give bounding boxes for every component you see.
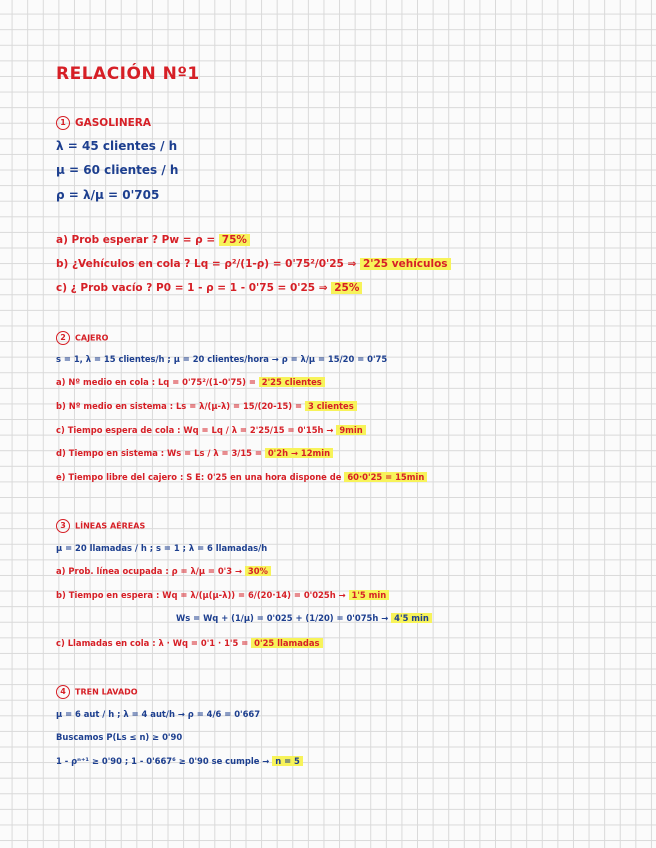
section-4-title: TREN LAVADO	[75, 687, 138, 697]
s1-a-result: 75%	[219, 234, 250, 246]
s3-b-result: 1'5 min	[349, 590, 390, 600]
s1-b-text: b) ¿Vehículos en cola ? Lq = ρ²/(1-ρ) = 0'75²/0'25 ⇒	[56, 258, 360, 270]
section-4-heading	[56, 685, 138, 699]
s3-c-text: c) Llamadas en cola : λ · Wq = 0'1 · 1'5 =	[56, 638, 252, 648]
s2-e-text: e) Tiempo libre del cajero : S E: 0'25 en una hora dispone de	[56, 472, 345, 482]
s1-b-result: 2'25 vehículos	[360, 258, 451, 270]
s2-a-result: 2'25 clientes	[259, 377, 325, 387]
s3-c-result: 0'25 llamadas	[251, 638, 322, 648]
s2-b	[56, 402, 357, 410]
section-3-number: 3	[56, 519, 70, 533]
section-1-heading	[56, 116, 151, 130]
section-3-title: LÍNEAS AÉREAS	[75, 521, 146, 531]
s4-result-text: 1 - ρⁿ⁺¹ ≥ 0'90 ; 1 - 0'667⁶ ≥ 0'90 se cumple →	[56, 756, 273, 766]
s4-givens: μ = 6 aut / h ; λ = 4 aut/h → ρ = 4/6 = 0'667	[56, 709, 261, 719]
s1-b	[56, 259, 451, 270]
s2-c-result: 9min	[336, 425, 365, 435]
section-1-title: GASOLINERA	[75, 117, 152, 129]
section-2-number: 2	[56, 331, 70, 345]
s3-b	[56, 591, 389, 599]
s1-rho: ρ = λ/μ = 0'705	[56, 188, 160, 202]
s3-b2-result: 4'5 min	[391, 613, 432, 623]
s2-a-text: a) Nº medio en cola : Lq = 0'75²/(1-0'75) =	[56, 377, 259, 387]
s2-b-text: b) Nº medio en sistema : Ls = λ/(μ-λ) = 15/(20-15) =	[56, 401, 305, 411]
s1-mu: μ = 60 clientes / h	[56, 163, 179, 177]
s3-c	[56, 639, 323, 647]
s2-givens: s = 1, λ = 15 clientes/h ; μ = 20 clientes/hora → ρ = λ/μ = 15/20 = 0'75	[56, 354, 388, 364]
s4-result-value: n = 5	[272, 756, 303, 766]
s2-b-result: 3 clientes	[305, 401, 357, 411]
s4-search: Buscamos P(Ls ≤ n) ≥ 0'90	[56, 732, 183, 742]
s1-a-text: a) Prob esperar ? Pw = ρ =	[56, 234, 219, 246]
s2-e	[56, 473, 427, 481]
s1-c-result: 25%	[331, 282, 362, 294]
s4-result	[56, 757, 303, 765]
s3-b-text: b) Tiempo en espera : Wq = λ/(μ(μ-λ)) = 6/(20·14) = 0'025h →	[56, 590, 349, 600]
s3-b2	[176, 614, 432, 622]
s3-b2-text: Ws = Wq + (1/μ) = 0'025 + (1/20) = 0'075h →	[176, 613, 392, 623]
section-1-number: 1	[56, 116, 70, 130]
s1-c-text: c) ¿ Prob vacío ? P0 = 1 - ρ = 1 - 0'75 = 0'25 ⇒	[56, 282, 332, 294]
page-title: RELACIÓN Nº1	[56, 64, 200, 84]
s2-d	[56, 449, 333, 457]
s1-lambda: λ = 45 clientes / h	[56, 139, 178, 153]
s3-a-result: 30%	[245, 566, 271, 576]
s2-e-result: 60·0'25 = 15min	[344, 472, 427, 482]
s2-d-text: d) Tiempo en sistema : Ws = Ls / λ = 3/15 =	[56, 448, 265, 458]
s2-c	[56, 426, 366, 434]
s1-a	[56, 235, 250, 246]
section-2-heading	[56, 331, 108, 345]
section-4-number: 4	[56, 685, 70, 699]
s2-a	[56, 378, 325, 386]
s3-a	[56, 567, 271, 575]
s2-d-result: 0'2h → 12min	[265, 448, 333, 458]
section-3-heading	[56, 519, 145, 533]
s1-c	[56, 283, 362, 294]
section-2-title: CAJERO	[75, 333, 109, 343]
s3-givens: μ = 20 llamadas / h ; s = 1 ; λ = 6 llamadas/h	[56, 543, 268, 553]
s2-c-text: c) Tiempo espera de cola : Wq = Lq / λ = 2'25/15 = 0'15h →	[56, 425, 337, 435]
s3-a-text: a) Prob. línea ocupada : ρ = λ/μ = 0'3 →	[56, 566, 245, 576]
